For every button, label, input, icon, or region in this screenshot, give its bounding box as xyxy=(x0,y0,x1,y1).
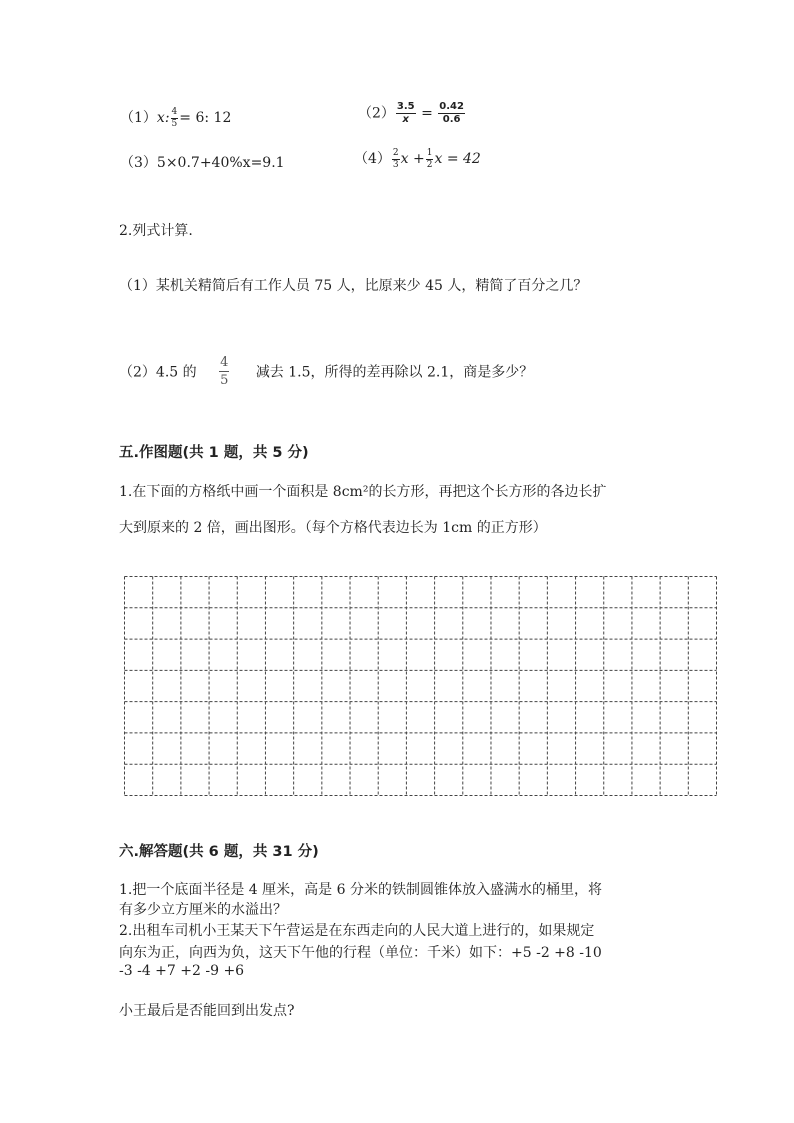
equation-4-fraction-1 xyxy=(392,149,400,170)
equation-1-fraction-denominator: 5 xyxy=(171,118,178,129)
equation-2-rhs-numerator: 0.42 xyxy=(439,101,464,112)
equation-4-term-2: x = 42 xyxy=(434,151,481,167)
question-2-suffix: 减去 1.5，所得的差再除以 2.1，商是多少？ xyxy=(255,364,534,381)
equation-4-fraction-1-denominator: 3 xyxy=(392,159,399,170)
section-6-heading: 六.解答题(共 6 题，共 31 分) xyxy=(119,844,319,860)
problem-1-line-1: 1.把一个底面半径是 4 厘米，高是 6 分米的铁制圆锥体放入盛满水的桶里，将 xyxy=(119,882,602,898)
equation-1-label: （1） xyxy=(120,110,157,126)
equation-4-label: （4） xyxy=(354,151,391,167)
equation-1-fraction xyxy=(171,108,179,129)
equation-2-lhs-fraction xyxy=(396,102,416,125)
problem-2-question: 小王最后是否能回到出发点? xyxy=(119,1003,295,1019)
equation-3 xyxy=(120,152,285,172)
problem-2-line-1: 2.出租车司机小王某天下午营运是在东西走向的人民大道上进行的，如果规定 xyxy=(119,923,595,939)
grid-paper[interactable] xyxy=(124,576,717,796)
equation-4-fraction-2-numerator: 1 xyxy=(426,147,433,158)
equation-2-label: （2） xyxy=(358,105,395,122)
equation-1-variable: x xyxy=(156,110,165,126)
section-2-title: 2.列式计算. xyxy=(119,223,193,239)
equation-2-rhs-fraction xyxy=(438,102,465,125)
question-2-fraction xyxy=(219,356,229,387)
problem-2-line-3: -3 -4 +7 +2 -9 +6 xyxy=(119,963,245,979)
problem-1-line-2: 有多少立方厘米的水溢出？ xyxy=(119,902,287,918)
equation-4-fraction-1-numerator: 2 xyxy=(392,147,399,158)
question-2-fraction-numerator: 4 xyxy=(220,355,229,370)
section-2-question-1: （1）某机关精简后有工作人员 75 人，比原来少 45 人，精简了百分之几？ xyxy=(119,278,588,294)
equation-4-fraction-2-denominator: 2 xyxy=(426,159,433,170)
equation-1-fraction-numerator: 4 xyxy=(171,106,178,117)
equation-1-rhs: = 6: 12 xyxy=(179,110,232,126)
question-2-prefix: （2）4.5 的 xyxy=(119,364,197,381)
equation-2-lhs-denominator: x xyxy=(402,114,409,125)
equation-2 xyxy=(358,102,466,125)
equation-3-expression: 5×0.7+40%x=9.1 xyxy=(156,155,285,171)
equation-3-label: （3） xyxy=(120,155,157,171)
question-2-fraction-denominator: 5 xyxy=(220,373,229,388)
equation-4 xyxy=(354,148,481,170)
equation-2-equals: = xyxy=(421,105,433,122)
equation-2-rhs-denominator: 0.6 xyxy=(442,114,461,125)
equation-2-lhs-numerator: 3.5 xyxy=(396,101,415,112)
equation-1 xyxy=(120,107,231,129)
equation-1-colon: : xyxy=(164,110,170,126)
section-5-line-2: 大到原来的 2 倍，画出图形。（每个方格代表边长为 1cm 的正方形） xyxy=(119,520,547,536)
section-5-heading: 五.作图题(共 1 题，共 5 分) xyxy=(119,445,309,461)
equation-4-fraction-2 xyxy=(426,149,434,170)
section-2-question-2 xyxy=(119,356,533,387)
section-5-line-1: 1.在下面的方格纸中画一个面积是 8cm²的长方形，再把这个长方形的各边长扩 xyxy=(119,484,607,500)
equation-4-term-1: x + xyxy=(400,151,425,167)
problem-2-line-2: 向东为正，向西为负，这天下午他的行程（单位：千米）如下：+5 -2 +8 -10 xyxy=(119,945,602,961)
